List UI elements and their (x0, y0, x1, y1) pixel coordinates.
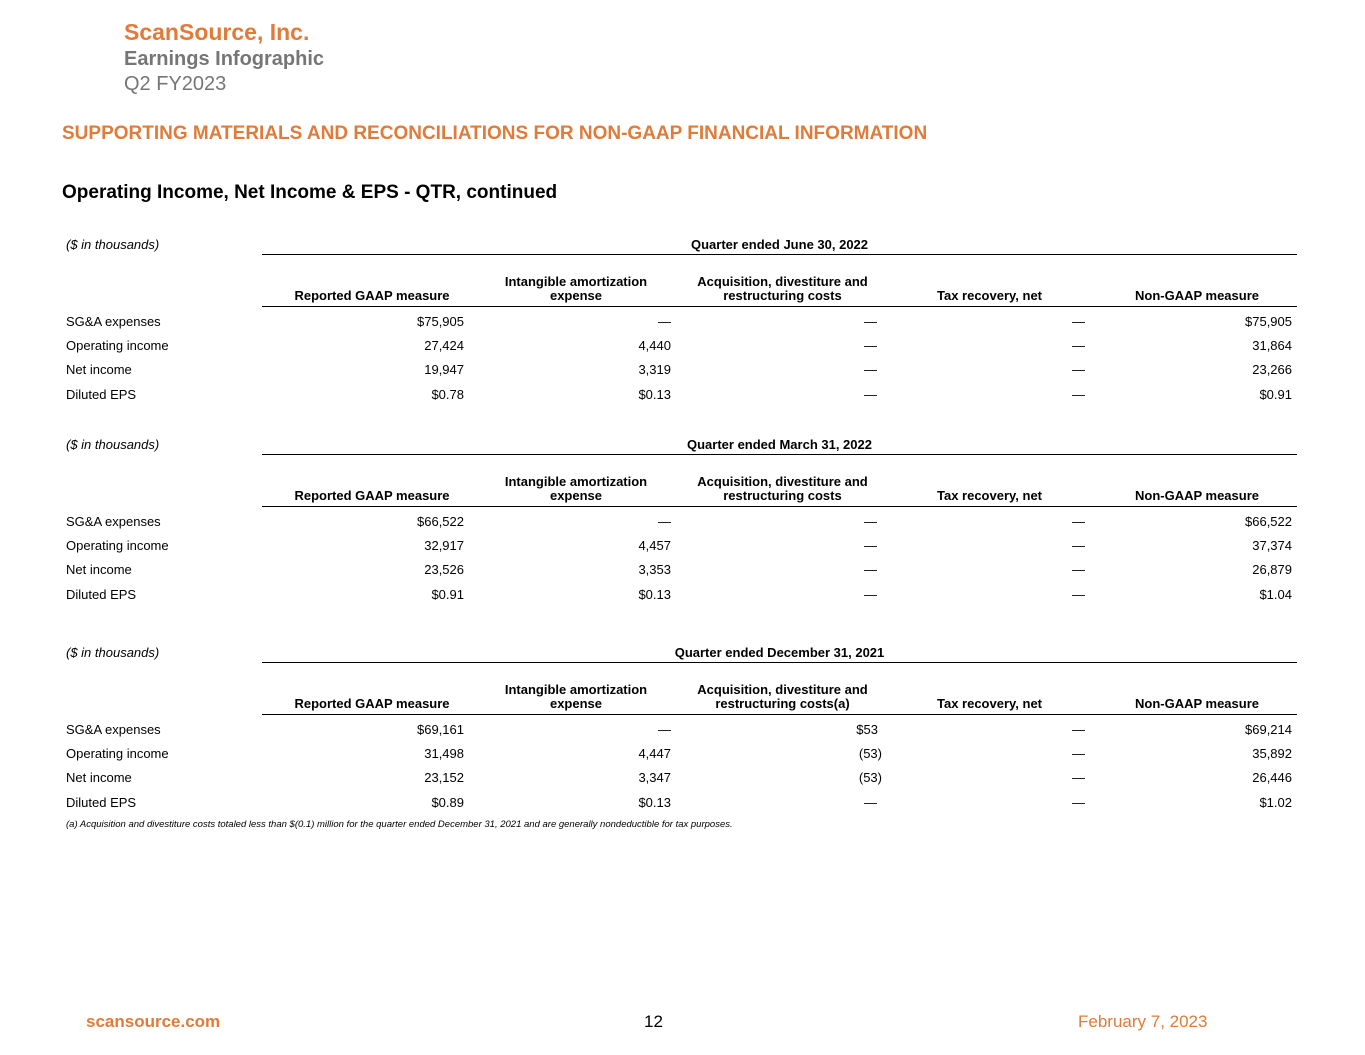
header-rule (262, 306, 1297, 307)
cell-value: 3,347 (638, 770, 671, 785)
col-header-intangible-amortization: Intangible amortization expense (504, 682, 648, 711)
row-label: Diluted EPS (66, 387, 137, 402)
table-row (62, 722, 1297, 740)
cell-value: — (1072, 538, 1085, 553)
cell-value: — (864, 338, 877, 353)
row-label: SG&A expenses (66, 314, 161, 329)
table-row (62, 746, 1297, 764)
cell-value: 4,440 (638, 338, 671, 353)
cell-value: $66,522 (417, 514, 464, 529)
footer-website: scansource.com (86, 1012, 221, 1031)
cell-value: (53) (858, 746, 882, 761)
col-header-non-gaap: Non-GAAP measure (1134, 696, 1259, 711)
row-label: Operating income (66, 746, 169, 761)
cell-value: — (864, 514, 877, 529)
title-rule (262, 454, 1297, 455)
col-header-tax-recovery: Tax recovery, net (936, 488, 1042, 503)
cell-value: — (1072, 314, 1085, 329)
cell-value: $0.91 (1259, 387, 1292, 402)
cell-value: 31,864 (1252, 338, 1292, 353)
cell-value: 35,892 (1252, 746, 1292, 761)
row-label: Diluted EPS (66, 795, 137, 810)
cell-value: $75,905 (1245, 314, 1292, 329)
col-header-reported-gaap: Reported GAAP measure (294, 488, 450, 503)
row-label: SG&A expenses (66, 514, 161, 529)
cell-value: — (1072, 770, 1085, 785)
cell-value: — (864, 562, 877, 577)
units-note: ($ in thousands) (66, 437, 160, 452)
report-period: Q2 FY2023 (124, 73, 227, 95)
company-name: ScanSource, Inc. (124, 19, 310, 45)
cell-value: $1.04 (1259, 587, 1292, 602)
row-label: SG&A expenses (66, 722, 161, 737)
cell-value: (53) (858, 770, 882, 785)
row-label: Net income (66, 770, 132, 785)
title-rule (262, 254, 1297, 255)
col-header-intangible-amortization: Intangible amortization expense (504, 474, 648, 503)
cell-value: $0.13 (638, 587, 671, 602)
cell-value: — (864, 387, 877, 402)
table-row (62, 587, 1297, 605)
footnote: (a) Acquisition and divestiture costs totaled less than $(0.1) million for the quarter ended December 31, 2021 and are generally nondeductible for tax purposes. (66, 819, 733, 830)
cell-value: 19,947 (424, 362, 464, 377)
title-rule (262, 662, 1297, 663)
cell-value: 23,526 (424, 562, 464, 577)
col-header-non-gaap: Non-GAAP measure (1134, 488, 1259, 503)
col-header-reported-gaap: Reported GAAP measure (294, 696, 450, 711)
cell-value: 31,498 (424, 746, 464, 761)
row-label: Diluted EPS (66, 587, 137, 602)
cell-value: — (864, 314, 877, 329)
cell-value: 26,879 (1252, 562, 1292, 577)
cell-value: $0.91 (431, 587, 464, 602)
row-label: Net income (66, 362, 132, 377)
table-row (62, 314, 1297, 332)
cell-value: $69,214 (1245, 722, 1292, 737)
report-subtitle: Earnings Infographic (124, 48, 325, 70)
table-row (62, 514, 1297, 532)
cell-value: 27,424 (424, 338, 464, 353)
row-label: Operating income (66, 338, 169, 353)
row-label: Net income (66, 562, 132, 577)
col-header-acquisition-costs: Acquisition, divestiture and restructuring costs(a) (697, 682, 868, 711)
page-number: 12 (644, 1012, 663, 1031)
cell-value: $69,161 (417, 722, 464, 737)
cell-value: $1.02 (1259, 795, 1292, 810)
cell-value: $0.89 (431, 795, 464, 810)
col-header-non-gaap: Non-GAAP measure (1134, 288, 1259, 303)
cell-value: $0.13 (638, 795, 671, 810)
cell-value: 3,353 (638, 562, 671, 577)
col-header-acquisition-costs: Acquisition, divestiture and restructuring costs (697, 274, 868, 303)
table-row (62, 770, 1297, 788)
cell-value: $53 (856, 722, 878, 737)
cell-value: — (1072, 722, 1085, 737)
table-row (62, 538, 1297, 556)
cell-value: $75,905 (417, 314, 464, 329)
cell-value: 37,374 (1252, 538, 1292, 553)
cell-value: — (1072, 387, 1085, 402)
units-note: ($ in thousands) (66, 645, 160, 660)
cell-value: 23,266 (1252, 362, 1292, 377)
cell-value: — (864, 362, 877, 377)
cell-value: — (1072, 795, 1085, 810)
cell-value: — (658, 514, 671, 529)
footer-date: February 7, 2023 (1078, 1012, 1208, 1031)
cell-value: 23,152 (424, 770, 464, 785)
header-rule (262, 714, 1297, 715)
page-heading: Operating Income, Net Income & EPS - QTR, continued (62, 182, 558, 203)
section-title: SUPPORTING MATERIALS AND RECONCILIATIONS FOR NON-GAAP FINANCIAL INFORMATION (62, 123, 928, 144)
cell-value: $0.13 (638, 387, 671, 402)
units-note: ($ in thousands) (66, 237, 160, 252)
col-header-reported-gaap: Reported GAAP measure (294, 288, 450, 303)
header-rule (262, 506, 1297, 507)
cell-value: — (864, 795, 877, 810)
cell-value: 26,446 (1252, 770, 1292, 785)
cell-value: 32,917 (424, 538, 464, 553)
cell-value: — (1072, 587, 1085, 602)
col-header-tax-recovery: Tax recovery, net (936, 288, 1042, 303)
cell-value: — (1072, 362, 1085, 377)
cell-value: — (658, 722, 671, 737)
cell-value: 4,447 (638, 746, 671, 761)
cell-value: — (864, 587, 877, 602)
cell-value: 4,457 (638, 538, 671, 553)
quarter-title: Quarter ended March 31, 2022 (687, 437, 872, 452)
cell-value: — (658, 314, 671, 329)
cell-value: — (864, 538, 877, 553)
cell-value: — (1072, 338, 1085, 353)
cell-value: — (1072, 514, 1085, 529)
cell-value: $66,522 (1245, 514, 1292, 529)
quarter-title: Quarter ended June 30, 2022 (690, 237, 869, 252)
cell-value: — (1072, 746, 1085, 761)
row-label: Operating income (66, 538, 169, 553)
table-row (62, 795, 1297, 813)
cell-value: $0.78 (431, 387, 464, 402)
cell-value: 3,319 (638, 362, 671, 377)
quarter-title: Quarter ended December 31, 2021 (674, 645, 885, 660)
table-row (62, 562, 1297, 580)
table-row (62, 387, 1297, 405)
cell-value: — (1072, 562, 1085, 577)
col-header-intangible-amortization: Intangible amortization expense (504, 274, 648, 303)
table-row (62, 338, 1297, 356)
col-header-acquisition-costs: Acquisition, divestiture and restructuring costs (697, 474, 868, 503)
col-header-tax-recovery: Tax recovery, net (936, 696, 1042, 711)
table-row (62, 362, 1297, 380)
